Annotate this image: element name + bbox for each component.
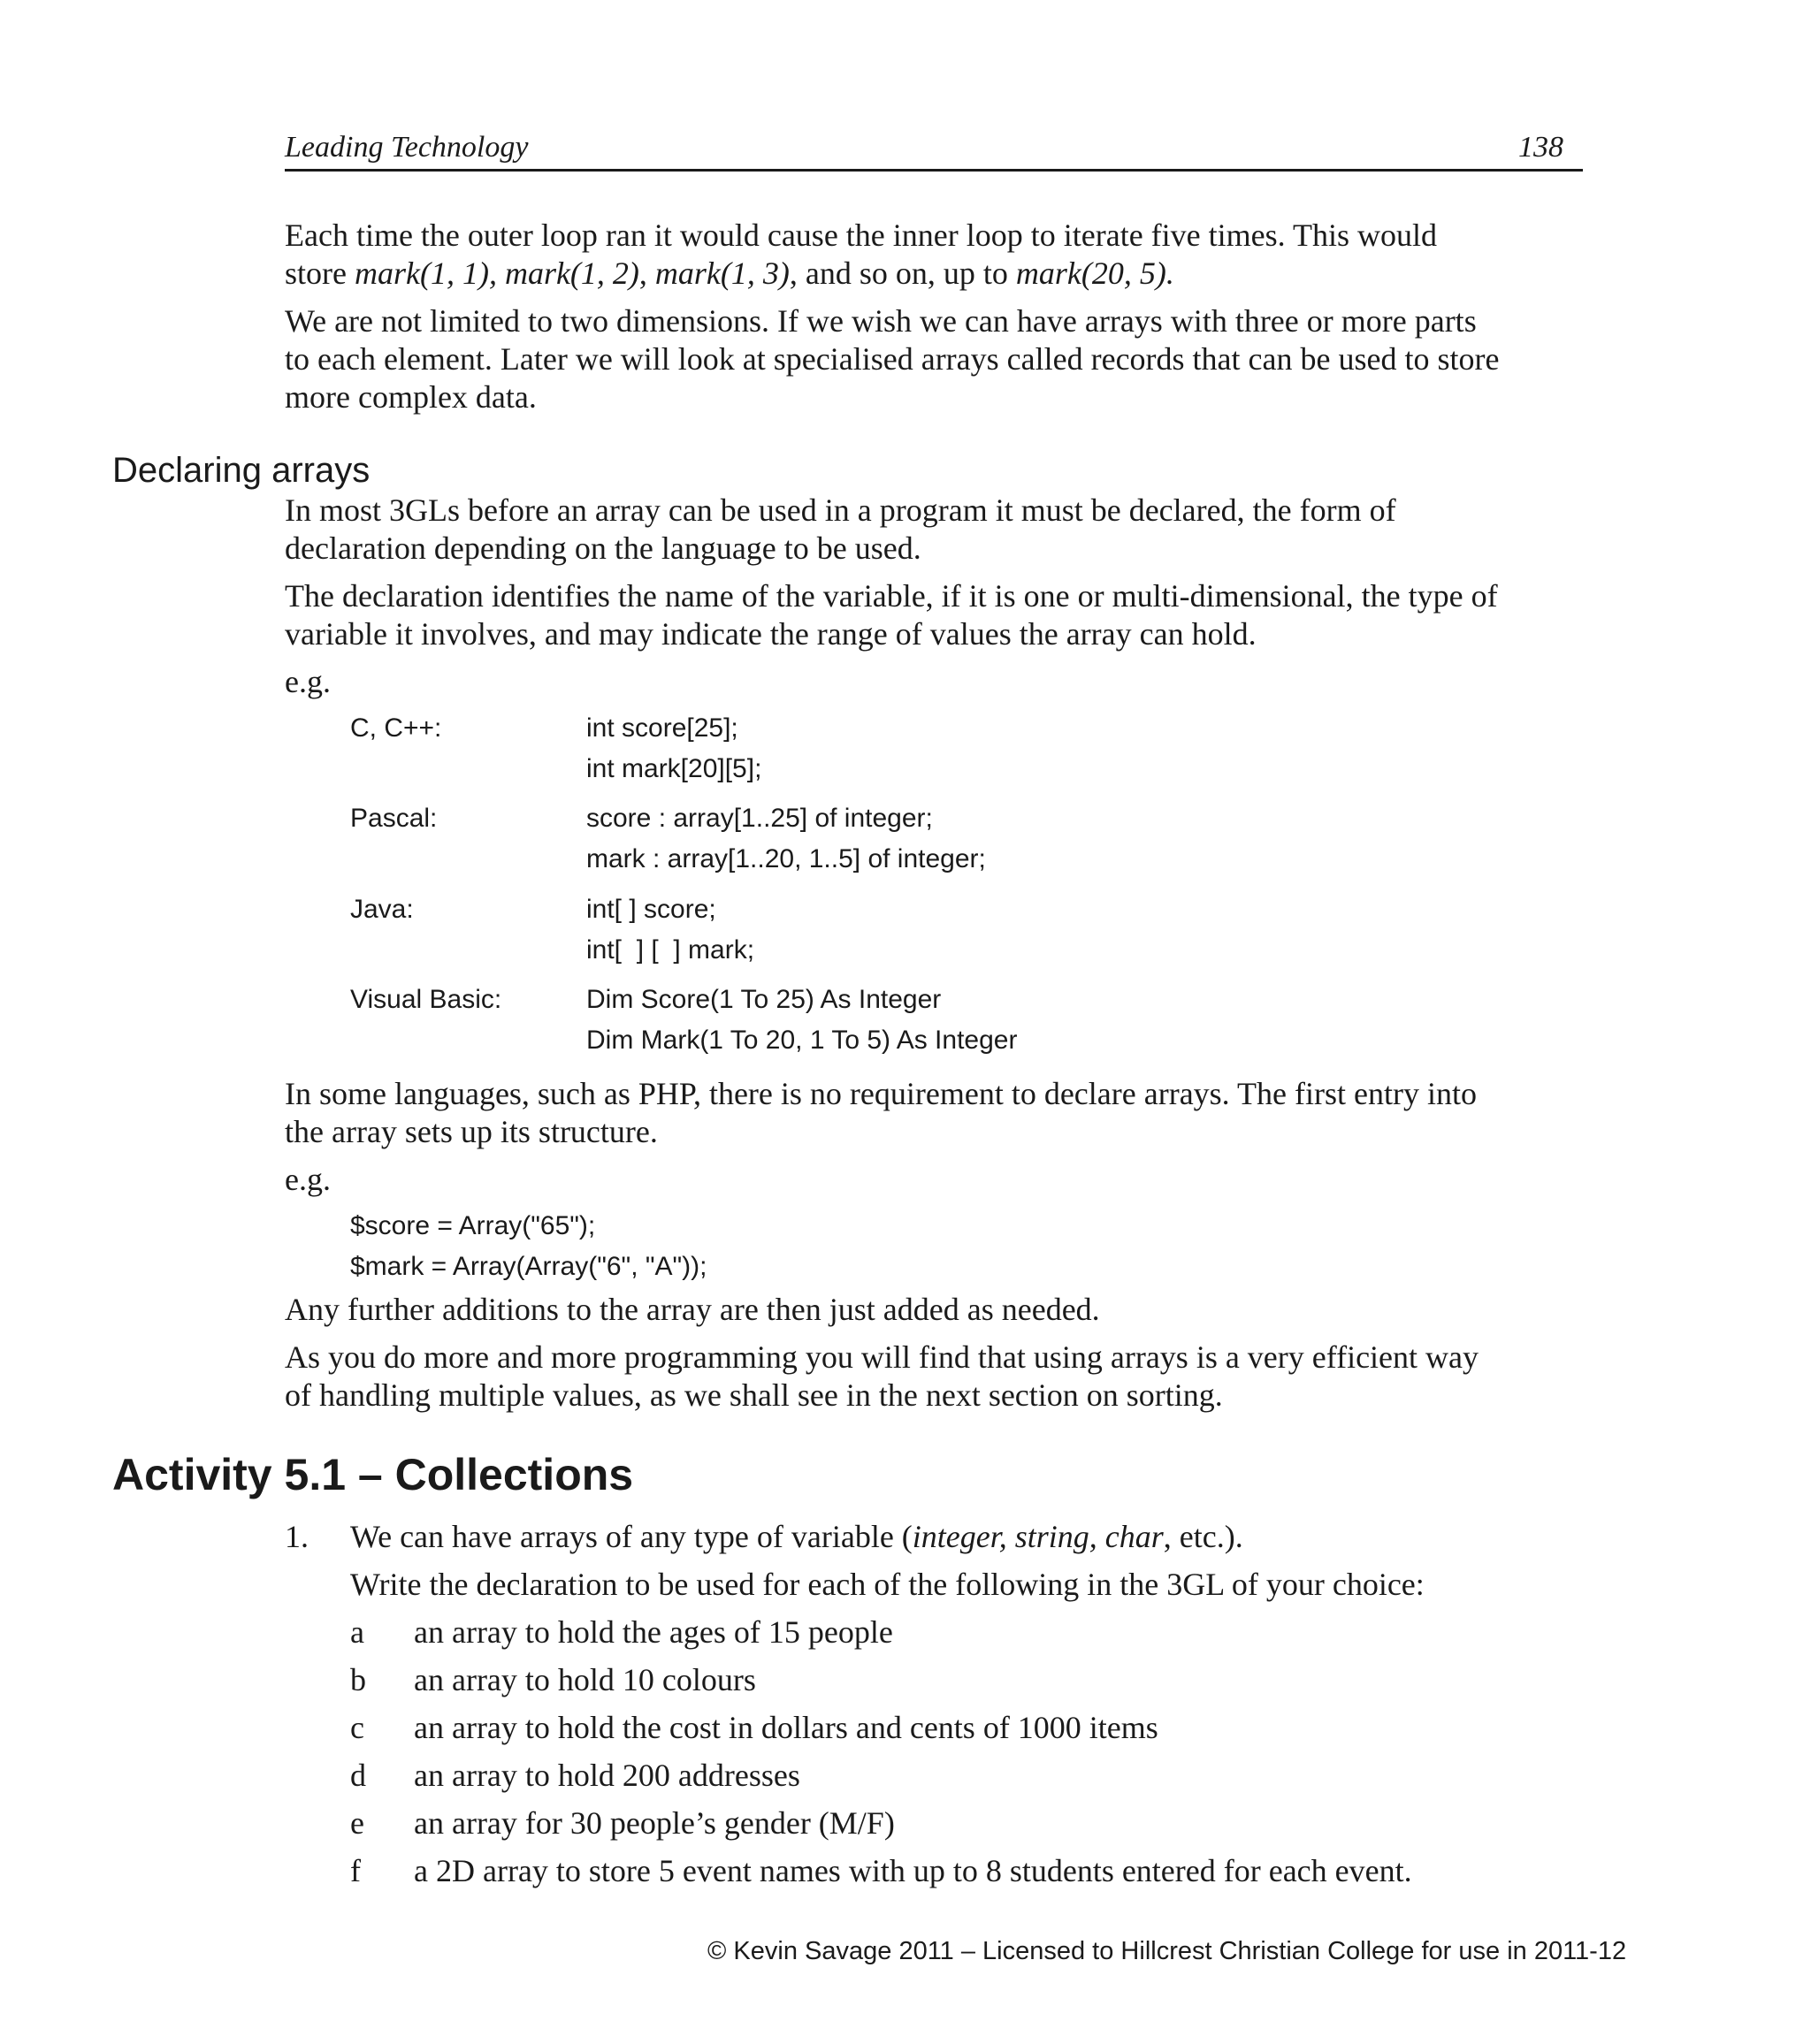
language-name: Visual Basic:	[350, 985, 502, 1014]
text-line: The declaration identifies the name of the variable, if it is one or multi-dimensional, the type of	[285, 578, 1498, 614]
italic-code: mark(1, 3)	[654, 256, 790, 291]
subitem-text: an array to hold 200 addresses	[414, 1758, 800, 1793]
subitem-letter: d	[350, 1758, 366, 1793]
language-name: C, C++:	[350, 713, 442, 743]
subitem-text: a 2D array to store 5 event names with up to 8 students entered for each event.	[414, 1853, 1412, 1888]
declaring-paragraph-4: Any further additions to the array are then just added as needed.	[285, 1292, 1100, 1327]
declaration-line: score : array[1..25] of integer;	[586, 804, 933, 833]
text-line: more complex data.	[285, 379, 537, 415]
text-fragment: We can have arrays of any type of variable (	[350, 1519, 913, 1554]
subitem-text: an array for 30 people’s gender (M/F)	[414, 1805, 895, 1841]
text-line: As you do more and more programming you will find that using arrays is a very efficient way	[285, 1339, 1479, 1375]
declaration-line: int score[25];	[586, 713, 738, 743]
subitem-letter: f	[350, 1853, 361, 1888]
subitem-letter: a	[350, 1614, 364, 1650]
section-heading-declaring-arrays: Declaring arrays	[112, 451, 371, 490]
text-fragment: ,	[638, 256, 655, 291]
language-name: Java:	[350, 895, 414, 924]
page-header	[285, 126, 1583, 172]
declaring-paragraph-5	[285, 1339, 1585, 1415]
item-number: 1.	[285, 1519, 309, 1554]
php-code-line: $mark = Array(Array("6", "A"));	[350, 1252, 707, 1281]
intro-paragraph-1	[285, 217, 1585, 293]
page-number: 138	[1518, 131, 1563, 164]
text-fragment: , etc.).	[1163, 1519, 1243, 1554]
text-line: of handling multiple values, as we shall see in the next section on sorting.	[285, 1377, 1223, 1413]
php-code-line: $score = Array("65");	[350, 1211, 596, 1240]
subitem-text: an array to hold the ages of 15 people	[414, 1614, 893, 1650]
declaration-line: mark : array[1..20, 1..5] of integer;	[586, 844, 986, 873]
italic-code: mark(1, 1), mark(1, 2)	[354, 256, 639, 291]
declaration-line: int[ ] [ ] mark;	[586, 935, 755, 965]
declaring-paragraph-1	[285, 492, 1585, 568]
text-line: the array sets up its structure.	[285, 1114, 658, 1149]
language-name: Pascal:	[350, 804, 438, 833]
text-line: to each element. Later we will look at specialised arrays called records that can be used to store	[285, 341, 1500, 377]
text-line: Each time the outer loop ran it would cause the inner loop to iterate five times. This would	[285, 217, 1437, 253]
italic-types: integer, string, char	[912, 1519, 1164, 1554]
declaring-paragraph-2	[285, 577, 1585, 653]
copyright-footer: © Kevin Savage 2011 – Licensed to Hillcrest Christian College for use in 2011-12	[707, 1937, 1627, 1965]
activity-heading: Activity 5.1 – Collections	[112, 1450, 634, 1499]
intro-paragraph-2	[285, 302, 1585, 416]
text-line: declaration depending on the language to be used.	[285, 530, 921, 566]
declaring-paragraph-3	[285, 1075, 1585, 1151]
italic-code: mark(20, 5).	[1015, 256, 1174, 291]
declaration-line: int[ ] score;	[586, 895, 716, 924]
declaration-line: int mark[20][5];	[586, 754, 762, 783]
example-label: e.g.	[285, 664, 331, 699]
text-line: In most 3GLs before an array can be used in a program it must be declared, the form of	[285, 492, 1396, 528]
activity-item-text	[350, 1518, 1243, 1556]
text-fragment: , and so on, up to	[789, 256, 1016, 291]
example-label: e.g.	[285, 1162, 331, 1197]
subitem-letter: e	[350, 1805, 364, 1841]
activity-instruction: Write the declaration to be used for each of the following in the 3GL of your choice:	[350, 1567, 1425, 1602]
text-line: variable it involves, and may indicate the range of values the array can hold.	[285, 616, 1257, 652]
declaration-line: Dim Score(1 To 25) As Integer	[586, 985, 942, 1014]
text-fragment: store	[285, 256, 355, 291]
subitem-letter: c	[350, 1710, 364, 1745]
subitem-text: an array to hold 10 colours	[414, 1662, 756, 1697]
declaration-line: Dim Mark(1 To 20, 1 To 5) As Integer	[586, 1026, 1018, 1055]
subitem-text: an array to hold the cost in dollars and cents of 1000 items	[414, 1710, 1158, 1745]
subitem-letter: b	[350, 1662, 366, 1697]
text-line: In some languages, such as PHP, there is no requirement to declare arrays. The first entry into	[285, 1076, 1477, 1111]
book-title: Leading Technology	[285, 131, 529, 164]
text-line: We are not limited to two dimensions. If we wish we can have arrays with three or more parts	[285, 303, 1477, 339]
